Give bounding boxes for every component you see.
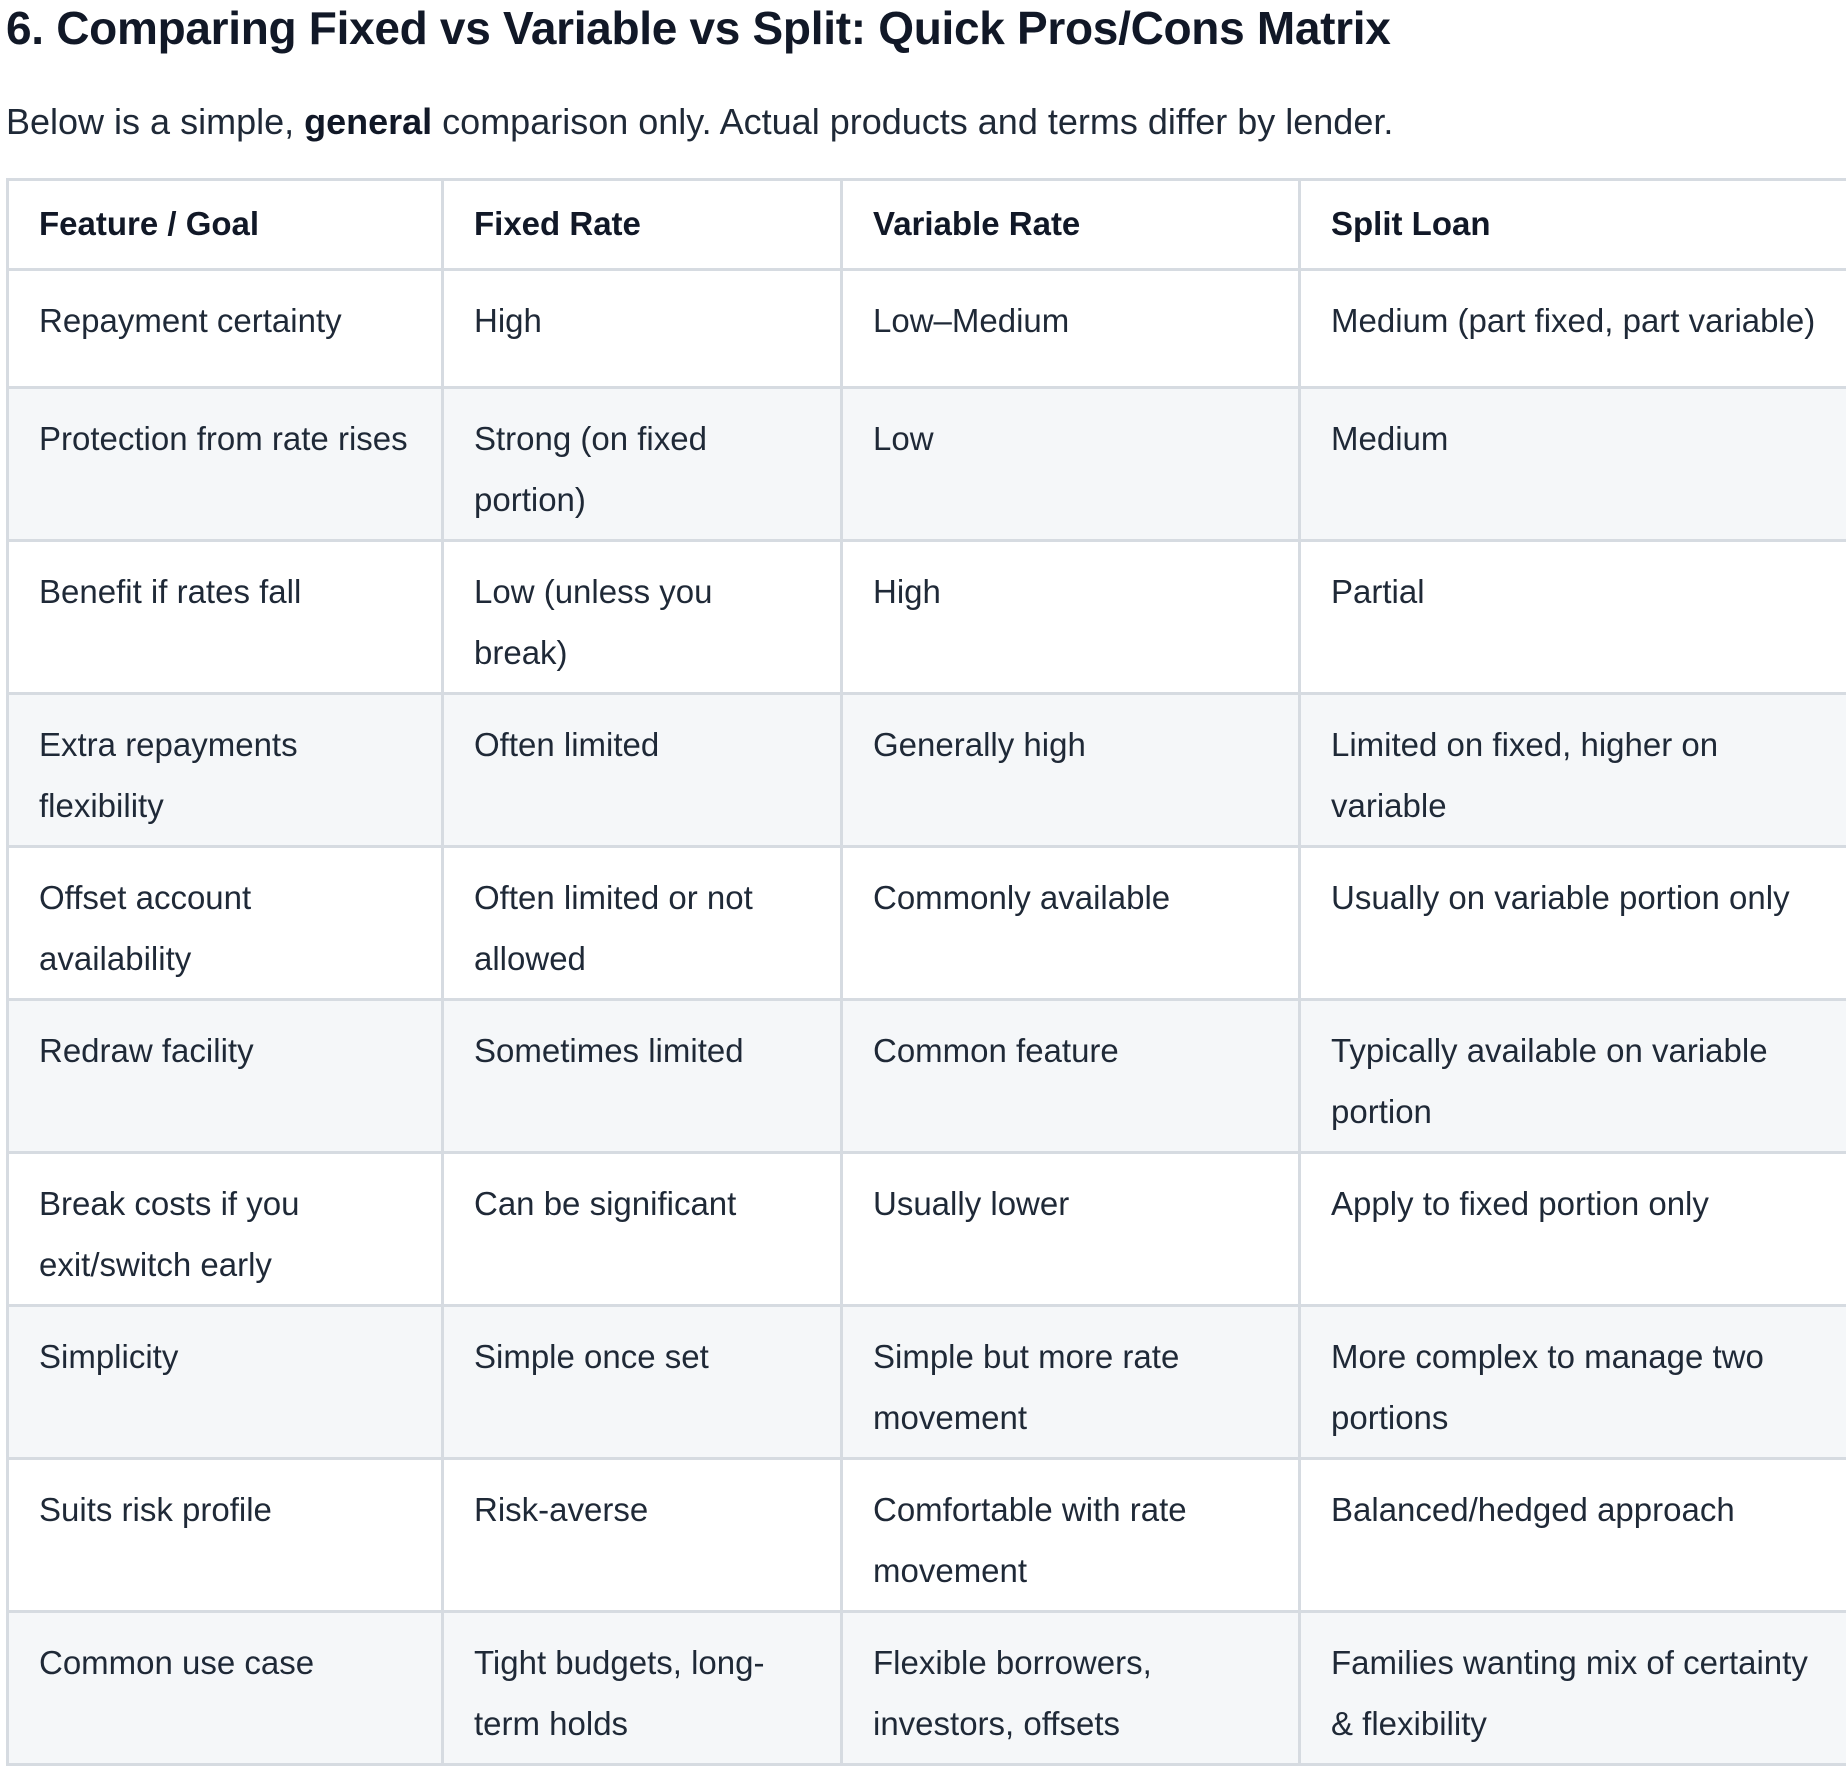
variable-rate-cell: Low–Medium (842, 270, 1300, 388)
split-loan-cell: More complex to manage two portions (1300, 1306, 1846, 1459)
header-row (8, 180, 1846, 270)
split-loan-cell: Limited on fixed, higher on variable (1300, 694, 1846, 847)
table-row (8, 694, 1846, 847)
table-row (8, 847, 1846, 1000)
feature-cell: Repayment certainty (8, 270, 443, 388)
header-feature-goal: Feature / Goal (8, 180, 443, 270)
intro-text-before: Below is a simple, (6, 101, 304, 142)
table-row (8, 1000, 1846, 1153)
fixed-rate-cell: Strong (on fixed portion) (443, 388, 842, 541)
variable-rate-cell: Simple but more rate movement (842, 1306, 1300, 1459)
intro-text-after: comparison only. Actual products and terms differ by lender. (432, 101, 1393, 142)
feature-cell: Suits risk profile (8, 1459, 443, 1612)
fixed-rate-cell: Tight budgets, long-term holds (443, 1612, 842, 1765)
intro-emphasis: general (304, 101, 432, 142)
section-heading: 6. Comparing Fixed vs Variable vs Split: Quick Pros/Cons Matrix (6, 0, 1391, 56)
table-row (8, 1612, 1846, 1765)
fixed-rate-cell: Often limited or not allowed (443, 847, 842, 1000)
table-row (8, 1306, 1846, 1459)
feature-cell: Common use case (8, 1612, 443, 1765)
header-fixed-rate: Fixed Rate (443, 180, 842, 270)
variable-rate-cell: High (842, 541, 1300, 694)
split-loan-cell: Typically available on variable portion (1300, 1000, 1846, 1153)
header-split-loan: Split Loan (1300, 180, 1846, 270)
table-row (8, 1153, 1846, 1306)
split-loan-cell: Apply to fixed portion only (1300, 1153, 1846, 1306)
split-loan-cell: Partial (1300, 541, 1846, 694)
split-loan-cell: Families wanting mix of certainty & flexibility (1300, 1612, 1846, 1765)
comparison-table (6, 178, 1846, 1766)
feature-cell: Benefit if rates fall (8, 541, 443, 694)
split-loan-cell: Medium (part fixed, part variable) (1300, 270, 1846, 388)
fixed-rate-cell: Simple once set (443, 1306, 842, 1459)
fixed-rate-cell: Low (unless you break) (443, 541, 842, 694)
variable-rate-cell: Comfortable with rate movement (842, 1459, 1300, 1612)
fixed-rate-cell: Risk-averse (443, 1459, 842, 1612)
feature-cell: Simplicity (8, 1306, 443, 1459)
intro-paragraph (6, 98, 1393, 146)
feature-cell: Break costs if you exit/switch early (8, 1153, 443, 1306)
feature-cell: Offset account availability (8, 847, 443, 1000)
fixed-rate-cell: High (443, 270, 842, 388)
table-row (8, 270, 1846, 388)
feature-cell: Protection from rate rises (8, 388, 443, 541)
split-loan-cell: Medium (1300, 388, 1846, 541)
variable-rate-cell: Commonly available (842, 847, 1300, 1000)
variable-rate-cell: Low (842, 388, 1300, 541)
variable-rate-cell: Common feature (842, 1000, 1300, 1153)
feature-cell: Extra repayments flexibility (8, 694, 443, 847)
table-row (8, 541, 1846, 694)
fixed-rate-cell: Sometimes limited (443, 1000, 842, 1153)
table-row (8, 1459, 1846, 1612)
header-variable-rate: Variable Rate (842, 180, 1300, 270)
feature-cell: Redraw facility (8, 1000, 443, 1153)
split-loan-cell: Balanced/hedged approach (1300, 1459, 1846, 1612)
split-loan-cell: Usually on variable portion only (1300, 847, 1846, 1000)
variable-rate-cell: Generally high (842, 694, 1300, 847)
fixed-rate-cell: Can be significant (443, 1153, 842, 1306)
comparison-table-header (8, 180, 1846, 270)
fixed-rate-cell: Often limited (443, 694, 842, 847)
table-row (8, 388, 1846, 541)
comparison-table-body (8, 270, 1846, 1765)
variable-rate-cell: Usually lower (842, 1153, 1300, 1306)
variable-rate-cell: Flexible borrowers, investors, offsets (842, 1612, 1300, 1765)
